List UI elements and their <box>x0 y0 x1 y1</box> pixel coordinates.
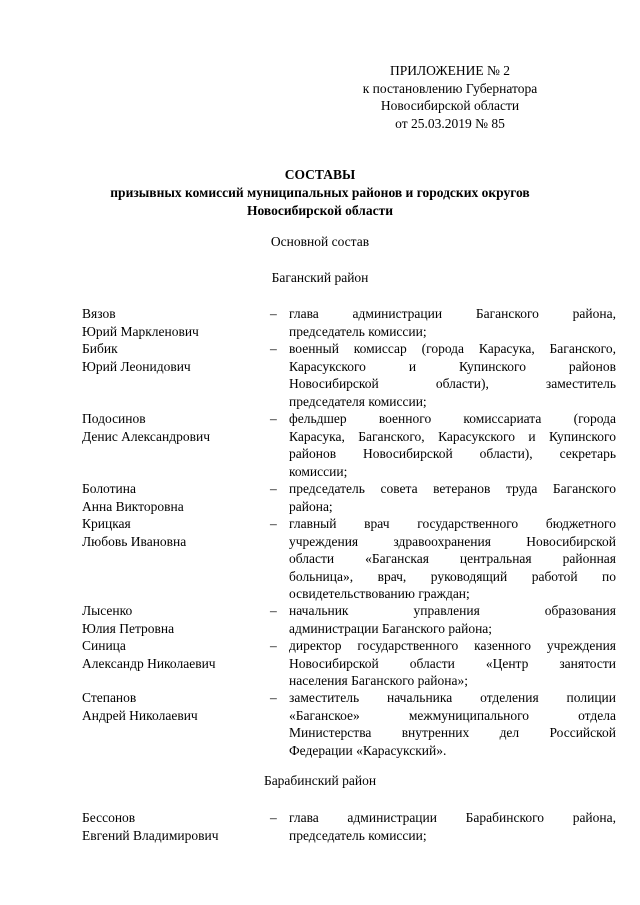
title-subtitle: призывных комиссий муниципальных районов и городских округов <box>110 185 530 200</box>
composition-label: Основной состав <box>270 234 370 249</box>
member-surname: Бибик <box>82 341 118 356</box>
member-role <box>289 305 616 340</box>
member-role <box>289 515 616 603</box>
member-role <box>289 637 616 690</box>
dash-separator: – <box>270 690 277 705</box>
annex-region: Новосибирской области <box>380 98 520 113</box>
role-line: области «Баганская центральная районная <box>289 551 616 566</box>
member-role <box>289 602 616 637</box>
member-given-name: Денис Александрович <box>82 428 211 444</box>
member-surname: Синица <box>82 638 126 653</box>
annex-number: ПРИЛОЖЕНИЕ № 2 <box>389 63 511 78</box>
role-line: Карасукского и Купинского районов <box>289 358 616 374</box>
role-line: главный врач государственного бюджетного <box>289 516 616 531</box>
member-surname: Болотина <box>82 481 136 496</box>
annex-date: от 25.03.2019 № 85 <box>395 115 505 131</box>
member-surname: Степанов <box>82 690 137 705</box>
dash-separator: – <box>270 638 277 653</box>
role-line: учреждения здравоохранения Новосибирской <box>289 533 616 549</box>
member-name <box>82 515 267 550</box>
member-name <box>82 809 267 844</box>
role-line: Федерации «Карасукский». <box>289 742 447 758</box>
dash-separator: – <box>270 411 277 426</box>
member-surname: Крицкая <box>82 516 131 531</box>
member-role <box>289 410 616 480</box>
role-line: Новосибирской области), заместитель <box>289 376 616 391</box>
member-given-name: Юрий Леонидович <box>82 358 191 374</box>
role-line: района; <box>289 498 333 514</box>
role-line: директор государственного казенного учреждения <box>289 638 616 653</box>
role-line: больница», врач, руководящий работой по <box>289 568 616 584</box>
role-line: населения Баганского района»; <box>289 673 469 688</box>
role-line: администрации Баганского района; <box>289 620 493 636</box>
member-given-name: Александр Николаевич <box>82 655 216 671</box>
member-surname: Подосинов <box>82 411 146 426</box>
member-name <box>82 637 267 672</box>
member-surname: Бессонов <box>82 810 136 825</box>
section-heading-bagan: Баганский район <box>271 270 369 285</box>
role-line: комиссии; <box>289 463 348 479</box>
member-surname: Лысенко <box>82 603 133 618</box>
dash-separator: – <box>270 481 277 496</box>
dash-separator: – <box>270 306 277 321</box>
member-given-name: Анна Викторовна <box>82 498 184 514</box>
dash-separator: – <box>270 341 277 356</box>
role-line: председатель комиссии; <box>289 827 427 843</box>
member-name <box>82 480 267 515</box>
role-line: Карасука, Баганского, Карасукского и Купинского <box>289 428 616 444</box>
annex-reference: к постановлению Губернатора <box>362 80 538 96</box>
dash-separator: – <box>270 516 277 531</box>
section-heading-barabinsk: Барабинский район <box>263 773 377 788</box>
role-line: председателя комиссии; <box>289 393 427 409</box>
member-name <box>82 305 267 340</box>
role-line: фельдшер военного комиссариата (города <box>289 411 616 426</box>
title-region: Новосибирской области <box>246 203 394 218</box>
member-name <box>82 410 267 445</box>
role-line: председатель комиссии; <box>289 323 427 339</box>
role-line: освидетельствованию граждан; <box>289 586 470 601</box>
role-line: районов Новосибирской области), секретарь <box>289 446 616 461</box>
dash-separator: – <box>270 810 277 825</box>
member-given-name: Андрей Николаевич <box>82 707 198 723</box>
role-line: «Баганское» межмуниципального отдела <box>289 707 616 723</box>
member-surname: Вязов <box>82 306 116 321</box>
member-given-name: Юрий Маркленович <box>82 323 199 339</box>
dash-separator: – <box>270 603 277 618</box>
role-line: начальник управления образования <box>289 603 616 618</box>
role-line: председатель совета ветеранов труда Баганского <box>289 481 616 496</box>
role-line: глава администрации Баганского района, <box>289 306 616 321</box>
annex-header <box>330 62 570 132</box>
member-given-name: Любовь Ивановна <box>82 533 187 549</box>
member-given-name: Юлия Петровна <box>82 620 175 636</box>
role-line: Новосибирской области «Центр занятости <box>289 655 616 671</box>
role-line: Министерства внутренних дел Российской <box>289 725 616 740</box>
document-title <box>0 166 640 220</box>
member-role <box>289 340 616 410</box>
member-role <box>289 480 616 515</box>
member-name <box>82 689 267 724</box>
role-line: глава администрации Барабинского района, <box>289 810 616 825</box>
member-name <box>82 602 267 637</box>
member-given-name: Евгений Владимирович <box>82 827 219 843</box>
role-line: военный комиссар (города Карасука, Баганского, <box>289 341 616 356</box>
role-line: заместитель начальника отделения полиции <box>289 690 616 705</box>
member-name <box>82 340 267 375</box>
member-role <box>289 689 616 759</box>
member-role <box>289 809 616 844</box>
title-main: СОСТАВЫ <box>284 167 356 182</box>
